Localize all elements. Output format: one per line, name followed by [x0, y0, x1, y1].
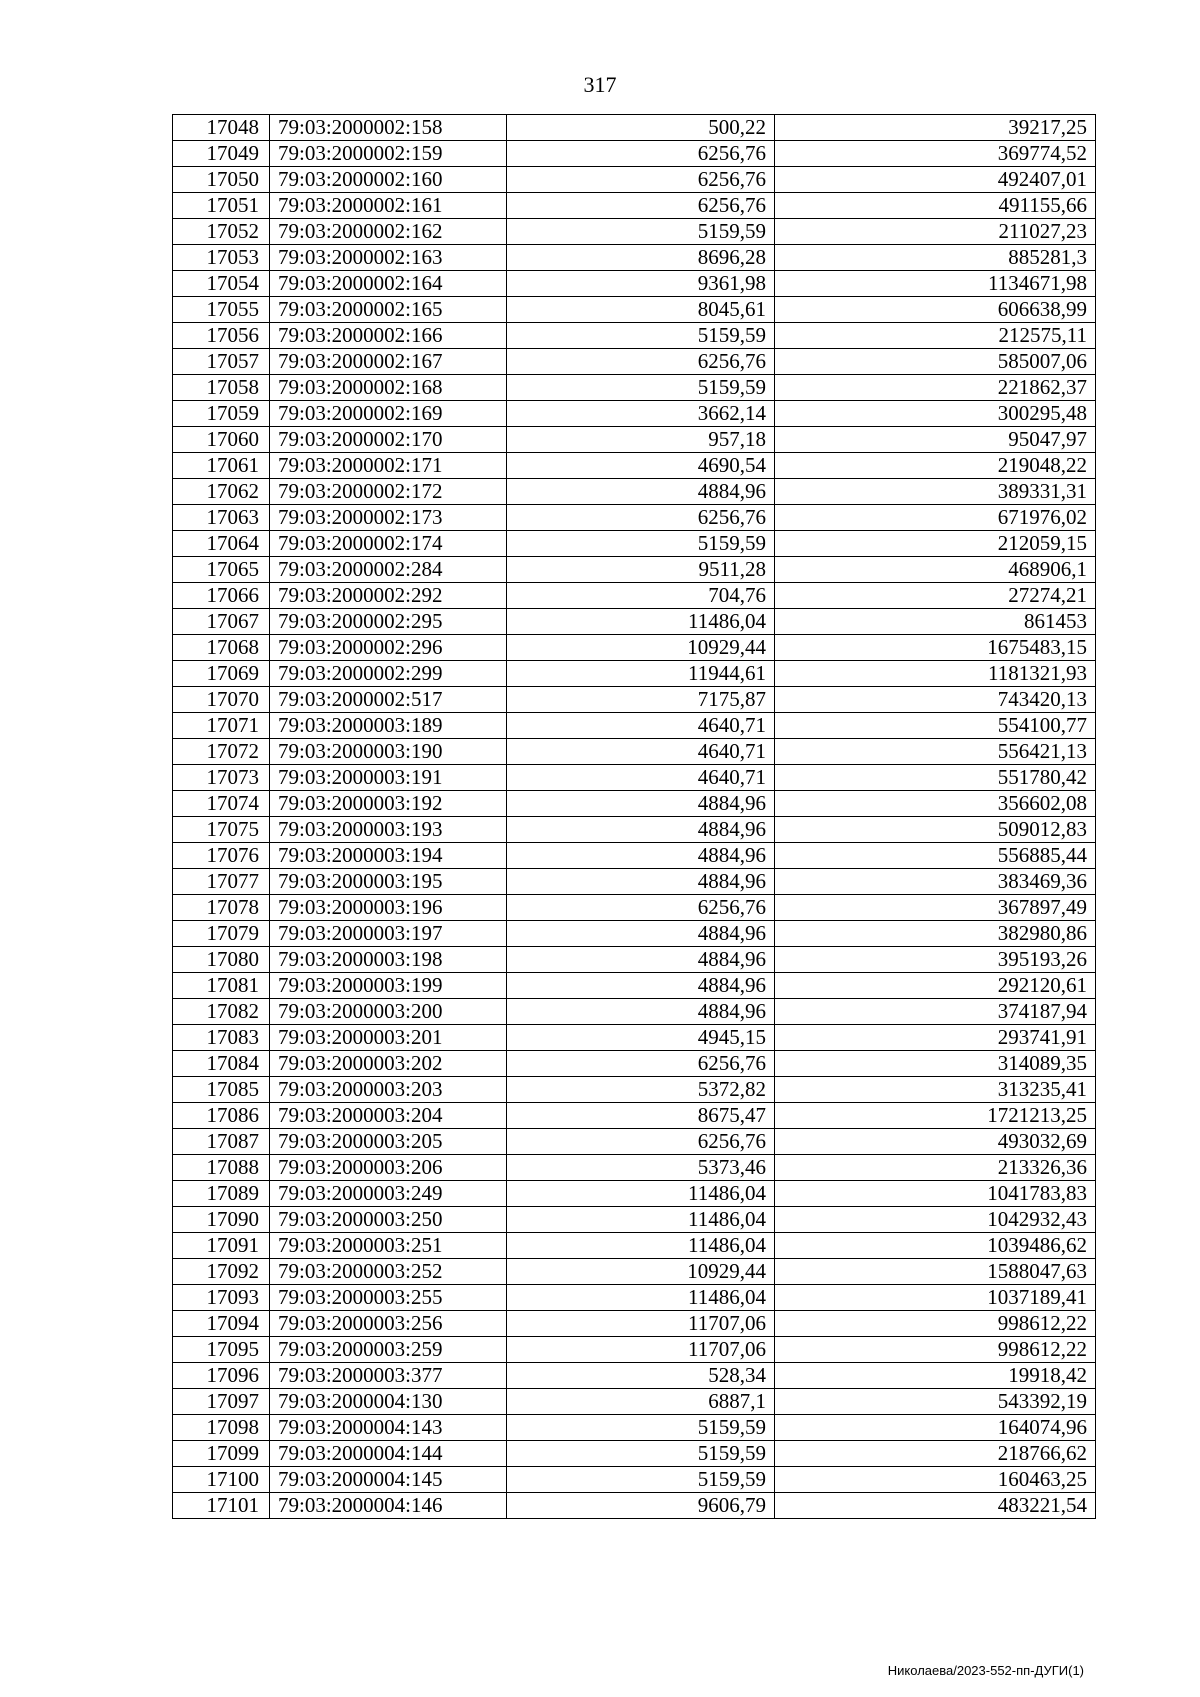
- area-cell: 5159,59: [507, 375, 775, 401]
- cadastral-number-cell: 79:03:2000003:196: [270, 895, 507, 921]
- value-cell: 543392,19: [775, 1389, 1096, 1415]
- area-cell: 4884,96: [507, 869, 775, 895]
- area-cell: 6256,76: [507, 895, 775, 921]
- row-number-cell: 17075: [173, 817, 270, 843]
- value-cell: 1181321,93: [775, 661, 1096, 687]
- row-number-cell: 17084: [173, 1051, 270, 1077]
- value-cell: 395193,26: [775, 947, 1096, 973]
- cadastral-number-cell: 79:03:2000003:377: [270, 1363, 507, 1389]
- value-cell: 483221,54: [775, 1493, 1096, 1519]
- table-row: [173, 193, 1096, 219]
- row-number-cell: 17055: [173, 297, 270, 323]
- cadastral-number-cell: 79:03:2000004:146: [270, 1493, 507, 1519]
- table-row: [173, 271, 1096, 297]
- area-cell: 4690,54: [507, 453, 775, 479]
- row-number-cell: 17058: [173, 375, 270, 401]
- table-row: [173, 843, 1096, 869]
- value-cell: 369774,52: [775, 141, 1096, 167]
- table-row: [173, 999, 1096, 1025]
- value-cell: 556421,13: [775, 739, 1096, 765]
- cadastral-number-cell: 79:03:2000002:517: [270, 687, 507, 713]
- cadastral-number-cell: 79:03:2000003:259: [270, 1337, 507, 1363]
- area-cell: 11486,04: [507, 609, 775, 635]
- value-cell: 27274,21: [775, 583, 1096, 609]
- cadastral-number-cell: 79:03:2000002:296: [270, 635, 507, 661]
- area-cell: 11707,06: [507, 1311, 775, 1337]
- row-number-cell: 17079: [173, 921, 270, 947]
- cadastral-number-cell: 79:03:2000003:197: [270, 921, 507, 947]
- table-row: [173, 739, 1096, 765]
- value-cell: 1588047,63: [775, 1259, 1096, 1285]
- area-cell: 4884,96: [507, 843, 775, 869]
- table-row: [173, 167, 1096, 193]
- value-cell: 300295,48: [775, 401, 1096, 427]
- row-number-cell: 17089: [173, 1181, 270, 1207]
- table-row: [173, 427, 1096, 453]
- area-cell: 5373,46: [507, 1155, 775, 1181]
- cadastral-number-cell: 79:03:2000004:144: [270, 1441, 507, 1467]
- table-row: [173, 973, 1096, 999]
- table-row: [173, 609, 1096, 635]
- value-cell: 292120,61: [775, 973, 1096, 999]
- cadastral-number-cell: 79:03:2000003:193: [270, 817, 507, 843]
- table-row: [173, 1129, 1096, 1155]
- area-cell: 4640,71: [507, 765, 775, 791]
- cadastral-number-cell: 79:03:2000003:200: [270, 999, 507, 1025]
- value-cell: 1134671,98: [775, 271, 1096, 297]
- cadastral-number-cell: 79:03:2000002:160: [270, 167, 507, 193]
- value-cell: 1042932,43: [775, 1207, 1096, 1233]
- cadastral-number-cell: 79:03:2000002:172: [270, 479, 507, 505]
- value-cell: 1037189,41: [775, 1285, 1096, 1311]
- value-cell: 509012,83: [775, 817, 1096, 843]
- table-body: [173, 115, 1096, 1519]
- table-row: [173, 1493, 1096, 1519]
- cadastral-number-cell: 79:03:2000004:143: [270, 1415, 507, 1441]
- area-cell: 11486,04: [507, 1207, 775, 1233]
- cadastral-number-cell: 79:03:2000003:198: [270, 947, 507, 973]
- table-row: [173, 1207, 1096, 1233]
- table-row: [173, 635, 1096, 661]
- area-cell: 6256,76: [507, 349, 775, 375]
- area-cell: 6256,76: [507, 505, 775, 531]
- cadastral-number-cell: 79:03:2000003:252: [270, 1259, 507, 1285]
- page-number: 317: [583, 72, 617, 97]
- area-cell: 9511,28: [507, 557, 775, 583]
- row-number-cell: 17060: [173, 427, 270, 453]
- cadastral-number-cell: 79:03:2000003:204: [270, 1103, 507, 1129]
- value-cell: 389331,31: [775, 479, 1096, 505]
- table-row: [173, 947, 1096, 973]
- row-number-cell: 17072: [173, 739, 270, 765]
- table-row: [173, 1441, 1096, 1467]
- value-cell: 491155,66: [775, 193, 1096, 219]
- table-row: [173, 141, 1096, 167]
- area-cell: 4640,71: [507, 739, 775, 765]
- value-cell: 221862,37: [775, 375, 1096, 401]
- value-cell: 212059,15: [775, 531, 1096, 557]
- row-number-cell: 17069: [173, 661, 270, 687]
- cadastral-number-cell: 79:03:2000002:164: [270, 271, 507, 297]
- table-row: [173, 531, 1096, 557]
- area-cell: 4640,71: [507, 713, 775, 739]
- table-row: [173, 583, 1096, 609]
- row-number-cell: 17077: [173, 869, 270, 895]
- value-cell: 160463,25: [775, 1467, 1096, 1493]
- row-number-cell: 17088: [173, 1155, 270, 1181]
- cadastral-number-cell: 79:03:2000003:199: [270, 973, 507, 999]
- row-number-cell: 17092: [173, 1259, 270, 1285]
- table-row: [173, 375, 1096, 401]
- area-cell: 4884,96: [507, 973, 775, 999]
- area-cell: 4884,96: [507, 947, 775, 973]
- table-row: [173, 401, 1096, 427]
- value-cell: 551780,42: [775, 765, 1096, 791]
- value-cell: 211027,23: [775, 219, 1096, 245]
- table-row: [173, 323, 1096, 349]
- value-cell: 383469,36: [775, 869, 1096, 895]
- row-number-cell: 17074: [173, 791, 270, 817]
- document-footer: Николаева/2023-552-пп-ДУГИ(1): [887, 1663, 1084, 1678]
- cadastral-number-cell: 79:03:2000002:295: [270, 609, 507, 635]
- area-cell: 10929,44: [507, 1259, 775, 1285]
- area-cell: 6887,1: [507, 1389, 775, 1415]
- value-cell: 585007,06: [775, 349, 1096, 375]
- row-number-cell: 17048: [173, 115, 270, 141]
- row-number-cell: 17080: [173, 947, 270, 973]
- cadastral-number-cell: 79:03:2000003:251: [270, 1233, 507, 1259]
- area-cell: 11486,04: [507, 1233, 775, 1259]
- area-cell: 11486,04: [507, 1181, 775, 1207]
- area-cell: 4884,96: [507, 479, 775, 505]
- area-cell: 4884,96: [507, 921, 775, 947]
- table-row: [173, 1363, 1096, 1389]
- table-row: [173, 1389, 1096, 1415]
- value-cell: 998612,22: [775, 1311, 1096, 1337]
- area-cell: 5372,82: [507, 1077, 775, 1103]
- cadastral-number-cell: 79:03:2000003:255: [270, 1285, 507, 1311]
- row-number-cell: 17057: [173, 349, 270, 375]
- table-row: [173, 661, 1096, 687]
- cadastral-number-cell: 79:03:2000002:284: [270, 557, 507, 583]
- table-row: [173, 921, 1096, 947]
- area-cell: 5159,59: [507, 1415, 775, 1441]
- area-cell: 7175,87: [507, 687, 775, 713]
- row-number-cell: 17061: [173, 453, 270, 479]
- area-cell: 5159,59: [507, 323, 775, 349]
- table-row: [173, 297, 1096, 323]
- cadastral-number-cell: 79:03:2000002:166: [270, 323, 507, 349]
- row-number-cell: 17054: [173, 271, 270, 297]
- area-cell: 4884,96: [507, 999, 775, 1025]
- area-cell: 9606,79: [507, 1493, 775, 1519]
- row-number-cell: 17078: [173, 895, 270, 921]
- row-number-cell: 17100: [173, 1467, 270, 1493]
- value-cell: 356602,08: [775, 791, 1096, 817]
- area-cell: 4884,96: [507, 817, 775, 843]
- cadastral-number-cell: 79:03:2000002:161: [270, 193, 507, 219]
- table-row: [173, 1155, 1096, 1181]
- value-cell: 19918,42: [775, 1363, 1096, 1389]
- cadastral-number-cell: 79:03:2000003:201: [270, 1025, 507, 1051]
- area-cell: 11707,06: [507, 1337, 775, 1363]
- cadastral-table: [172, 114, 1096, 1519]
- cadastral-number-cell: 79:03:2000002:158: [270, 115, 507, 141]
- row-number-cell: 17094: [173, 1311, 270, 1337]
- row-number-cell: 17067: [173, 609, 270, 635]
- value-cell: 164074,96: [775, 1415, 1096, 1441]
- area-cell: 6256,76: [507, 1051, 775, 1077]
- cadastral-number-cell: 79:03:2000004:130: [270, 1389, 507, 1415]
- value-cell: 671976,02: [775, 505, 1096, 531]
- table-row: [173, 1233, 1096, 1259]
- table-row: [173, 687, 1096, 713]
- value-cell: 493032,69: [775, 1129, 1096, 1155]
- cadastral-number-cell: 79:03:2000002:168: [270, 375, 507, 401]
- cadastral-number-cell: 79:03:2000003:202: [270, 1051, 507, 1077]
- cadastral-number-cell: 79:03:2000004:145: [270, 1467, 507, 1493]
- area-cell: 5159,59: [507, 1467, 775, 1493]
- value-cell: 556885,44: [775, 843, 1096, 869]
- row-number-cell: 17068: [173, 635, 270, 661]
- row-number-cell: 17066: [173, 583, 270, 609]
- value-cell: 218766,62: [775, 1441, 1096, 1467]
- table-row: [173, 245, 1096, 271]
- table-row: [173, 1415, 1096, 1441]
- cadastral-number-cell: 79:03:2000002:165: [270, 297, 507, 323]
- value-cell: 293741,91: [775, 1025, 1096, 1051]
- cadastral-number-cell: 79:03:2000002:167: [270, 349, 507, 375]
- row-number-cell: 17059: [173, 401, 270, 427]
- value-cell: 374187,94: [775, 999, 1096, 1025]
- table-row: [173, 1025, 1096, 1051]
- row-number-cell: 17064: [173, 531, 270, 557]
- table-row: [173, 1181, 1096, 1207]
- row-number-cell: 17087: [173, 1129, 270, 1155]
- table-row: [173, 453, 1096, 479]
- cadastral-number-cell: 79:03:2000003:206: [270, 1155, 507, 1181]
- table-row: [173, 791, 1096, 817]
- row-number-cell: 17052: [173, 219, 270, 245]
- area-cell: 4884,96: [507, 791, 775, 817]
- row-number-cell: 17071: [173, 713, 270, 739]
- area-cell: 5159,59: [507, 531, 775, 557]
- value-cell: 314089,35: [775, 1051, 1096, 1077]
- value-cell: 367897,49: [775, 895, 1096, 921]
- table-row: [173, 219, 1096, 245]
- row-number-cell: 17049: [173, 141, 270, 167]
- cadastral-number-cell: 79:03:2000002:159: [270, 141, 507, 167]
- row-number-cell: 17085: [173, 1077, 270, 1103]
- table-row: [173, 1259, 1096, 1285]
- row-number-cell: 17098: [173, 1415, 270, 1441]
- table-row: [173, 115, 1096, 141]
- value-cell: 313235,41: [775, 1077, 1096, 1103]
- area-cell: 6256,76: [507, 193, 775, 219]
- row-number-cell: 17065: [173, 557, 270, 583]
- row-number-cell: 17053: [173, 245, 270, 271]
- row-number-cell: 17091: [173, 1233, 270, 1259]
- table-row: [173, 349, 1096, 375]
- row-number-cell: 17101: [173, 1493, 270, 1519]
- cadastral-number-cell: 79:03:2000003:192: [270, 791, 507, 817]
- cadastral-number-cell: 79:03:2000003:189: [270, 713, 507, 739]
- table-row: [173, 895, 1096, 921]
- cadastral-number-cell: 79:03:2000002:162: [270, 219, 507, 245]
- value-cell: 382980,86: [775, 921, 1096, 947]
- value-cell: 39217,25: [775, 115, 1096, 141]
- value-cell: 998612,22: [775, 1337, 1096, 1363]
- value-cell: 1041783,83: [775, 1181, 1096, 1207]
- area-cell: 6256,76: [507, 1129, 775, 1155]
- area-cell: 8696,28: [507, 245, 775, 271]
- value-cell: 213326,36: [775, 1155, 1096, 1181]
- area-cell: 6256,76: [507, 141, 775, 167]
- table-row: [173, 1051, 1096, 1077]
- cadastral-number-cell: 79:03:2000003:249: [270, 1181, 507, 1207]
- area-cell: 5159,59: [507, 219, 775, 245]
- row-number-cell: 17083: [173, 1025, 270, 1051]
- row-number-cell: 17063: [173, 505, 270, 531]
- row-number-cell: 17082: [173, 999, 270, 1025]
- table-row: [173, 1311, 1096, 1337]
- value-cell: 861453: [775, 609, 1096, 635]
- table-row: [173, 869, 1096, 895]
- value-cell: 1721213,25: [775, 1103, 1096, 1129]
- cadastral-number-cell: 79:03:2000003:194: [270, 843, 507, 869]
- row-number-cell: 17051: [173, 193, 270, 219]
- cadastral-number-cell: 79:03:2000002:174: [270, 531, 507, 557]
- cadastral-number-cell: 79:03:2000002:173: [270, 505, 507, 531]
- cadastral-number-cell: 79:03:2000003:205: [270, 1129, 507, 1155]
- value-cell: 95047,97: [775, 427, 1096, 453]
- area-cell: 528,34: [507, 1363, 775, 1389]
- cadastral-number-cell: 79:03:2000003:190: [270, 739, 507, 765]
- table-row: [173, 713, 1096, 739]
- area-cell: 5159,59: [507, 1441, 775, 1467]
- row-number-cell: 17086: [173, 1103, 270, 1129]
- area-cell: 957,18: [507, 427, 775, 453]
- table-row: [173, 817, 1096, 843]
- row-number-cell: 17095: [173, 1337, 270, 1363]
- area-cell: 4945,15: [507, 1025, 775, 1051]
- table-row: [173, 479, 1096, 505]
- area-cell: 11486,04: [507, 1285, 775, 1311]
- row-number-cell: 17062: [173, 479, 270, 505]
- table-row: [173, 1467, 1096, 1493]
- row-number-cell: 17099: [173, 1441, 270, 1467]
- area-cell: 500,22: [507, 115, 775, 141]
- cadastral-number-cell: 79:03:2000002:299: [270, 661, 507, 687]
- value-cell: 554100,77: [775, 713, 1096, 739]
- area-cell: 3662,14: [507, 401, 775, 427]
- area-cell: 8675,47: [507, 1103, 775, 1129]
- cadastral-number-cell: 79:03:2000003:250: [270, 1207, 507, 1233]
- table-row: [173, 1077, 1096, 1103]
- table-row: [173, 505, 1096, 531]
- table-row: [173, 1285, 1096, 1311]
- cadastral-number-cell: 79:03:2000002:170: [270, 427, 507, 453]
- value-cell: 1039486,62: [775, 1233, 1096, 1259]
- value-cell: 1675483,15: [775, 635, 1096, 661]
- row-number-cell: 17050: [173, 167, 270, 193]
- row-number-cell: 17056: [173, 323, 270, 349]
- row-number-cell: 17070: [173, 687, 270, 713]
- row-number-cell: 17097: [173, 1389, 270, 1415]
- cadastral-number-cell: 79:03:2000002:292: [270, 583, 507, 609]
- area-cell: 10929,44: [507, 635, 775, 661]
- area-cell: 6256,76: [507, 167, 775, 193]
- value-cell: 492407,01: [775, 167, 1096, 193]
- row-number-cell: 17096: [173, 1363, 270, 1389]
- cadastral-number-cell: 79:03:2000002:163: [270, 245, 507, 271]
- cadastral-number-cell: 79:03:2000002:169: [270, 401, 507, 427]
- cadastral-number-cell: 79:03:2000003:195: [270, 869, 507, 895]
- row-number-cell: 17081: [173, 973, 270, 999]
- area-cell: 8045,61: [507, 297, 775, 323]
- cadastral-number-cell: 79:03:2000002:171: [270, 453, 507, 479]
- value-cell: 468906,1: [775, 557, 1096, 583]
- area-cell: 704,76: [507, 583, 775, 609]
- row-number-cell: 17093: [173, 1285, 270, 1311]
- table-row: [173, 765, 1096, 791]
- row-number-cell: 17076: [173, 843, 270, 869]
- cadastral-number-cell: 79:03:2000003:203: [270, 1077, 507, 1103]
- row-number-cell: 17073: [173, 765, 270, 791]
- table-row: [173, 1103, 1096, 1129]
- cadastral-number-cell: 79:03:2000003:191: [270, 765, 507, 791]
- table-row: [173, 1337, 1096, 1363]
- row-number-cell: 17090: [173, 1207, 270, 1233]
- area-cell: 11944,61: [507, 661, 775, 687]
- value-cell: 212575,11: [775, 323, 1096, 349]
- value-cell: 743420,13: [775, 687, 1096, 713]
- area-cell: 9361,98: [507, 271, 775, 297]
- table-row: [173, 557, 1096, 583]
- cadastral-number-cell: 79:03:2000003:256: [270, 1311, 507, 1337]
- value-cell: 606638,99: [775, 297, 1096, 323]
- value-cell: 219048,22: [775, 453, 1096, 479]
- value-cell: 885281,3: [775, 245, 1096, 271]
